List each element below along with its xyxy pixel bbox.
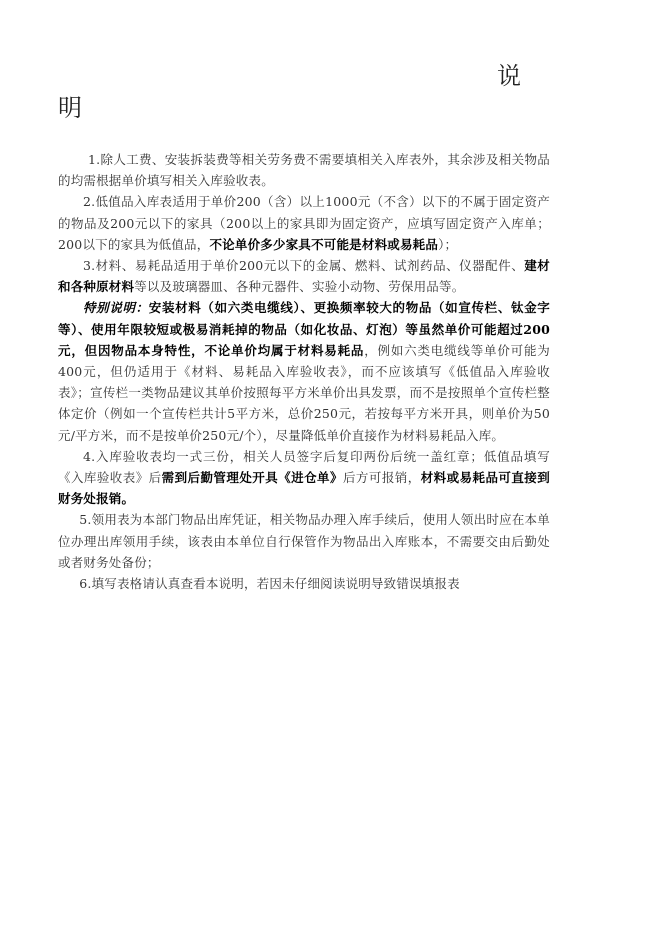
paragraph-5-text: 5.领用表为本部门物品出库凭证，相关物品办理入库手续后，使用人领出时应在本单位办理出库领用手续，该表由本单位自行保管作为物品出入库账本，不需要交由后勤处或者财务处备份； bbox=[58, 512, 550, 570]
instructions-body bbox=[58, 149, 550, 594]
paragraph-2-text-b: ）； bbox=[438, 236, 458, 252]
paragraph-2 bbox=[58, 191, 550, 255]
paragraph-3-bold-a: 建材和各种原材料 bbox=[58, 258, 550, 295]
paragraph-3-text-a: 3.材料、易耗品适用于单价200元以下的金属、燃料、试剂药品、仪器配件、 bbox=[83, 258, 525, 274]
paragraph-4-text-a: 4.入库验收表均一式三份，相关人员签字后复印两份后统一盖红章；低值品填写《入库验收表》后 bbox=[58, 448, 550, 486]
paragraph-2-text-a: 2.低值品入库表适用于单价200（含）以上1000元（不含）以下的不属于固定资产的物品及200元以下的家具（200以上的家具即为固定资产，应填写固定资产入库单；200以下的家具为低值品， bbox=[58, 194, 550, 252]
paragraph-6 bbox=[58, 573, 550, 594]
title-char-shuo: 说 bbox=[497, 62, 521, 90]
paragraph-4-bold-a: 需到后勤管理处开具《进仓单》 bbox=[161, 470, 343, 486]
paragraph-5 bbox=[58, 509, 550, 573]
title-char-ming: 明 bbox=[58, 94, 82, 122]
special-note-bold-a: 安装材料（如六类电缆线）、更换频率较大的物品（如宣传栏、钛金字等）、使用年限较短或极易消耗掉的物品（如化妆品、灯泡）等虽然单价可能超过200元，但因物品本身特性，不论单价均属于材料易耗品 bbox=[58, 300, 550, 358]
paragraph-1 bbox=[58, 149, 550, 191]
paragraph-3-text-b: 等以及玻璃器皿、各种元器件、实验小动物、劳保用品等。 bbox=[134, 279, 465, 295]
paragraph-special-note bbox=[58, 297, 550, 445]
special-note-text-a: ，例如六类电缆线等单价可能为400元，但仍适用于《材料、易耗品入库验收表》，而不应该填写《低值品入库验收表》；宣传栏一类物品建议其单价按照每平方米单价出具发票，而不是按照单个宣传栏整体定价（例如一个宣传栏共计5平方米，总价250元，若按每平方米开具，则单价为50元/平方米，而不是按单价250元/个），尽量降低单价直接作为材料易耗品入库。 bbox=[58, 342, 550, 443]
paragraph-3 bbox=[58, 255, 550, 297]
paragraph-2-bold-a: 不论单价多少家具不可能是材料或易耗品 bbox=[209, 236, 439, 252]
paragraph-4 bbox=[58, 446, 550, 510]
paragraph-4-bold-b: 材料或易耗品可直接到财务处报销。 bbox=[58, 470, 550, 507]
paragraph-4-text-b: 后方可报销， bbox=[342, 470, 421, 486]
paragraph-1-text: 1.除人工费、安装拆装费等相关劳务费不需要填相关入库表外，其余涉及相关物品的均需根据单价填写相关入库验收表。 bbox=[58, 152, 550, 189]
special-note-label: 特别说明： bbox=[83, 300, 149, 316]
paragraph-6-text: 6.填写表格请认真查看本说明，若因未仔细阅读说明导致错误填报表 bbox=[79, 576, 460, 592]
